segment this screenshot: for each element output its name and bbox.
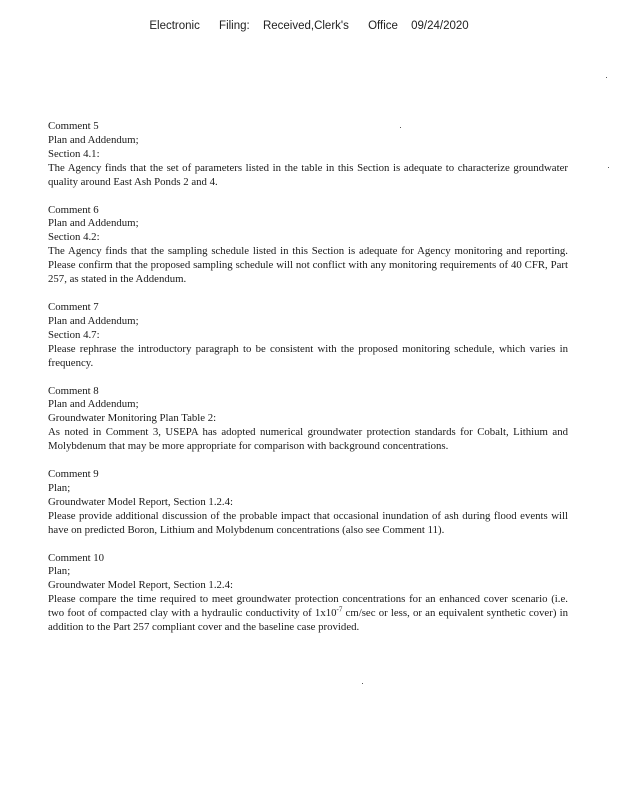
comment-source: Plan; bbox=[48, 481, 71, 494]
comment-title: Comment 8 bbox=[48, 384, 99, 397]
scan-speck bbox=[606, 77, 607, 78]
comment-section: Section 4.2: bbox=[48, 231, 100, 244]
comment-text-before: Please compare the time required to meet groundwater protection concentrations for an enhanced cover scenario (i.e. two foot of compacted clay with a hydraulic conductivity of 1x10 bbox=[48, 593, 568, 620]
comment-text: The Agency finds that the sampling schedule listed in this Section is adequate for Agency monitoring and reporting. Please confirm that the proposed sampling schedule will not conflict with any monitoring requirements of 40 CFR, Part 257, as stated in the Addendum. bbox=[48, 245, 568, 286]
comment-8 bbox=[48, 385, 568, 455]
comment-title: Comment 9 bbox=[48, 468, 99, 481]
comment-5 bbox=[48, 120, 568, 190]
comment-text: Please rephrase the introductory paragraph to be consistent with the proposed monitoring schedule, which varies in frequency. bbox=[48, 342, 568, 369]
comments-body bbox=[48, 120, 568, 649]
comment-section: Section 4.1: bbox=[48, 147, 100, 160]
scan-speck bbox=[400, 127, 401, 128]
comment-source: Plan and Addendum; bbox=[48, 133, 139, 146]
comment-text: Please provide additional discussion of the probable impact that occasional inundation of ash during flood events will have on predicted Boron, Lithium and Molybdenum concentrations (also see Comment 11). bbox=[48, 509, 568, 536]
comment-section: Groundwater Monitoring Plan Table 2: bbox=[48, 412, 217, 425]
comment-9 bbox=[48, 468, 568, 538]
header-electronic: Electronic bbox=[149, 20, 200, 32]
comment-7 bbox=[48, 301, 568, 371]
comment-section: Groundwater Model Report, Section 1.2.4: bbox=[48, 495, 234, 508]
comment-text: The Agency finds that the set of parameters listed in the table in this Section is adequate to characterize groundwater quality around East Ash Ponds 2 and 4. bbox=[48, 161, 568, 188]
scan-speck bbox=[362, 683, 363, 684]
header-office: Office bbox=[368, 20, 398, 32]
comment-text: As noted in Comment 3, USEPA has adopted numerical groundwater protection standards for Cobalt, Lithium and Molybdenum that may be more appropriate for comparison with background concentrations. bbox=[48, 426, 568, 453]
exponent-superscript: -7 bbox=[336, 605, 343, 614]
header-received: Received,Clerk's bbox=[262, 20, 349, 32]
comment-title: Comment 7 bbox=[48, 300, 99, 313]
header-filing: Filing: bbox=[219, 20, 250, 32]
comment-section: Groundwater Model Report, Section 1.2.4: bbox=[48, 579, 234, 592]
comment-source: Plan and Addendum; bbox=[48, 398, 139, 411]
scan-speck bbox=[608, 167, 609, 168]
comment-text-after: cm/sec or less, or an equivalent synthetic cover) in addition to the Part 257 compliant cover and the baseline case provided. bbox=[48, 607, 569, 634]
comment-6 bbox=[48, 204, 568, 287]
comment-source: Plan and Addendum; bbox=[48, 217, 139, 230]
comment-section: Section 4.7: bbox=[48, 328, 100, 341]
comment-title: Comment 5 bbox=[48, 120, 99, 132]
header-date: 09/24/2020 bbox=[411, 20, 469, 32]
comment-10 bbox=[48, 552, 568, 635]
comment-source: Plan; bbox=[48, 565, 71, 578]
comment-title: Comment 6 bbox=[48, 203, 99, 216]
electronic-filing-header bbox=[0, 20, 618, 32]
comment-text bbox=[48, 593, 568, 635]
comment-source: Plan and Addendum; bbox=[48, 314, 139, 327]
comment-title: Comment 10 bbox=[48, 551, 105, 564]
